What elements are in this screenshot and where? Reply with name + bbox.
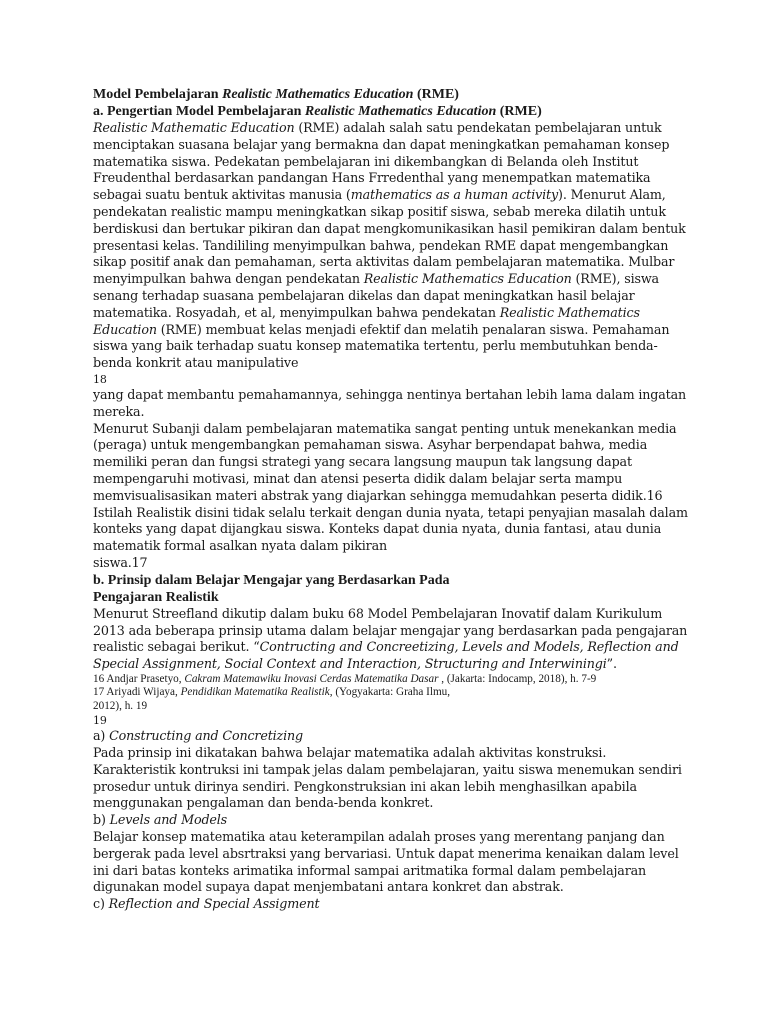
text-run: memvisualisasikan materi abstrak yang diajarkan sehingga memudahkan peserta didik.16 <box>93 487 663 503</box>
paragraph-line: Karakteristik kontruksi ini tampak jelas dalam pembelajaran, yaitu siswa menemukan sendiri <box>93 761 682 777</box>
section-a-paragraph <box>93 120 686 372</box>
paragraph-line <box>93 656 678 673</box>
paragraph-line <box>93 639 678 656</box>
paragraph-line <box>93 120 678 137</box>
paragraph-line <box>93 521 678 538</box>
paragraph-line <box>93 437 678 454</box>
principle-item <box>93 896 678 913</box>
text-run: (RME), siswa <box>571 271 659 287</box>
paragraph-line: Belajar konsep matematika atau keterampilan adalah proses yang merentang panjang dan <box>93 828 665 844</box>
text-run: matematika. Rosyadah, et al, menyimpulkan bahwa pendekatan <box>93 304 500 320</box>
text-run: Menurut Streefland dikutip dalam buku 68 Model Pembelajaran Inovatif dalam Kurikulum <box>93 605 663 621</box>
text-run: Istilah Realistik disini tidak selalu terkait dengan dunia nyata, tetapi penyajian masalah dalam <box>93 504 688 520</box>
paragraph-line <box>93 538 678 555</box>
principle-label: b) <box>93 812 110 828</box>
text-run: matematika siswa. Pedekatan pembelajaran ini dikembangkan di Belanda oleh Institut <box>93 153 639 169</box>
text-run: (peraga) untuk mengembangkan pemahaman siswa. Asyhar berpendapat bahwa, media <box>93 437 648 453</box>
paragraph-line <box>93 504 688 522</box>
paragraph-line <box>93 355 678 372</box>
text-run: ). Menurut Alam, <box>558 187 666 203</box>
page-number-19: 19 <box>93 714 107 728</box>
paragraph-line <box>93 170 678 187</box>
principle-title <box>93 812 678 829</box>
text-run: 2013 ada beberapa prinsip utama dalam belajar mengajar yang berdasarkan pada pengajaran <box>93 622 688 638</box>
text-run: berdiskusi dan bertukar pikiran dan dapat mengkomunikasikan hasil pemikiran dalam bentuk <box>93 220 686 236</box>
text-run: sikap positif anak dan pemahaman, serta aktivitas dalam pembelajaran matematika. Mulbar <box>93 254 675 270</box>
section-b-heading-line-2: Pengajaran Realistik <box>93 589 219 605</box>
text-run: Freudenthal berdasarkan pandangan Hans Frredenthal yang menempatkan matematika <box>93 170 651 186</box>
paragraph-line <box>93 137 678 154</box>
paragraph-line <box>93 386 687 404</box>
text-run: siswa.17 <box>93 554 148 570</box>
principle-title <box>93 896 678 913</box>
paragraph-line <box>93 471 678 488</box>
text-run: Menurut Subanji dalam pembelajaran matematika sangat penting untuk menekankan media <box>93 420 677 436</box>
section-a-paragraph-continued <box>93 386 688 572</box>
paragraph-line <box>93 338 678 355</box>
paragraph-line <box>93 488 678 505</box>
principle-item <box>93 728 682 812</box>
paragraph-line <box>93 322 678 339</box>
paragraph-line <box>93 454 678 471</box>
principle-label: c) <box>93 896 109 912</box>
footnotes <box>93 673 678 713</box>
text-run: 17 Ariyadi Wijaya, <box>93 686 181 699</box>
text-run: ”. <box>606 656 617 672</box>
text-run: , (Jakarta: Indocamp, 2018), h. 7-9 <box>438 672 597 685</box>
paragraph-line: bergerak pada level absrtraksi yang bervariasi. Untuk dapat menerima kenaikan dalam level <box>93 845 679 861</box>
paragraph-line: menggunakan pengalaman dan benda-benda konkret. <box>93 795 434 811</box>
principles-list <box>93 728 682 913</box>
italic-text: Contructing and Concreetizing, Levels and Models, Reflection and <box>259 639 679 655</box>
text-run: sebagai suatu bentuk aktivitas manusia ( <box>93 187 351 203</box>
principle-label: a) <box>93 728 110 744</box>
paragraph-line <box>93 154 678 171</box>
text-run: yang dapat membantu pemahamannya, sehingga nentinya bertahan lebih lama dalam ingatan <box>93 386 687 402</box>
italic-text: Special Assignment, Social Context and Interaction, Structuring and Interwiningi <box>93 656 607 672</box>
paragraph-line <box>93 254 678 271</box>
paragraph-line <box>93 404 678 421</box>
italic-text: Education <box>93 321 157 337</box>
paragraph-line <box>93 187 678 204</box>
text-run: mereka. <box>93 403 145 419</box>
footnote-line <box>93 673 678 686</box>
paragraph-line <box>93 555 678 572</box>
italic-text: Pendidikan Matematika Realistik, <box>180 686 333 699</box>
italic-text: Realistic Mathematics <box>499 304 640 320</box>
text-run: 2012), h. 19 <box>93 699 148 712</box>
paragraph-line: digunakan model supaya dapat menjembatani antara konkret dan abstrak. <box>93 879 564 895</box>
principle-title <box>93 728 678 745</box>
text-run: siswa yang baik terhadap suatu konsep matematika tertentu, perlu membutuhkan benda- <box>93 338 658 354</box>
paragraph-line <box>93 220 686 238</box>
text-run: mempengaruhi motivasi, minat dan atensi peserta didik dalam belajar serta mampu <box>93 470 623 486</box>
paragraph-line <box>93 606 678 623</box>
document-page <box>93 86 688 913</box>
principle-item <box>93 812 678 896</box>
text-run: realistic sebagai berikut. “ <box>93 639 260 655</box>
paragraph-line: Pada prinsip ini dikatakan bahwa belajar matematika adalah aktivitas konstruksi. <box>93 744 607 760</box>
footnote-line <box>93 700 678 713</box>
paragraph-line <box>93 204 678 221</box>
paragraph-line <box>93 288 678 305</box>
page-number-18: 18 <box>93 372 107 386</box>
section-b-heading-line-1: b. Prinsip dalam Belajar Mengajar yang Berdasarkan Pada <box>93 572 450 588</box>
paragraph-line <box>93 238 678 255</box>
paragraph-line: ini dari batas konteks arimatika informal sampai aritmatika formal dalam pembelajaran <box>93 862 647 878</box>
section-b-paragraph <box>93 605 688 673</box>
text-run: (RME) adalah salah satu pendekatan pembelajaran untuk <box>294 120 662 135</box>
text-run: pendekatan realistic mampu meningkatkan sikap positif siswa, sebab mereka dilatih untuk <box>93 203 666 219</box>
paragraph-line <box>93 622 688 640</box>
italic-text: mathematics as a human activity <box>350 187 559 203</box>
principle-title-text: Reflection and Special Assigment <box>108 896 320 912</box>
paragraph-line <box>93 421 678 438</box>
italic-text: Cakram Matemawiku Inovasi Cerdas Matematika Dasar <box>184 672 439 685</box>
text-run: (Yogyakarta: Graha Ilmu, <box>332 686 451 699</box>
document-title: Model Pembelajaran Realistic Mathematics Education (RME) <box>93 87 459 102</box>
section-a-heading: a. Pengertian Model Pembelajaran Realistic Mathematics Education (RME) <box>93 104 542 119</box>
principle-title-text: Constructing and Concretizing <box>109 728 303 744</box>
text-run: (RME) membuat kelas menjadi efektif dan melatih penalaran siswa. Pemahaman <box>156 321 670 337</box>
principle-title-text: Levels and Models <box>109 812 228 828</box>
paragraph-line <box>93 271 678 288</box>
text-run: benda konkrit atau manipulative <box>93 355 299 371</box>
paragraph-line: prosedur untuk dirinya sendiri. Pengkonstruksian ini akan lebih menghasilkan apabila <box>93 778 637 794</box>
text-run: senang terhadap suasana pembelajaran dikelas dan dapat meningkatkan hasil belajar <box>93 287 635 303</box>
italic-text: Realistic Mathematic Education <box>93 120 295 135</box>
text-run: 16 Andjar Prasetyo, <box>93 672 185 685</box>
text-run: presentasi kelas. Tandililing menyimpulkan bahwa, pendekan RME dapat mengembangkan <box>93 237 669 253</box>
paragraph-line <box>93 305 678 322</box>
text-run: memiliki peran dan fungsi strategi yang secara langsung maupun tak langsung dapat <box>93 454 632 470</box>
italic-text: Realistic Mathematics Education <box>363 271 572 287</box>
text-run: matematik formal asalkan nyata dalam pikiran <box>93 538 388 554</box>
footnote-line <box>93 686 678 699</box>
text-run: menyimpulkan bahwa dengan pendekatan <box>93 271 364 287</box>
text-run: konteks yang dapat dijangkau siswa. Konteks dapat dunia nyata, dunia fantasi, atau dunia <box>93 521 662 537</box>
text-run: menciptakan suasana belajar yang bermakna dan dapat meningkatkan pemahaman konsep <box>93 136 670 152</box>
